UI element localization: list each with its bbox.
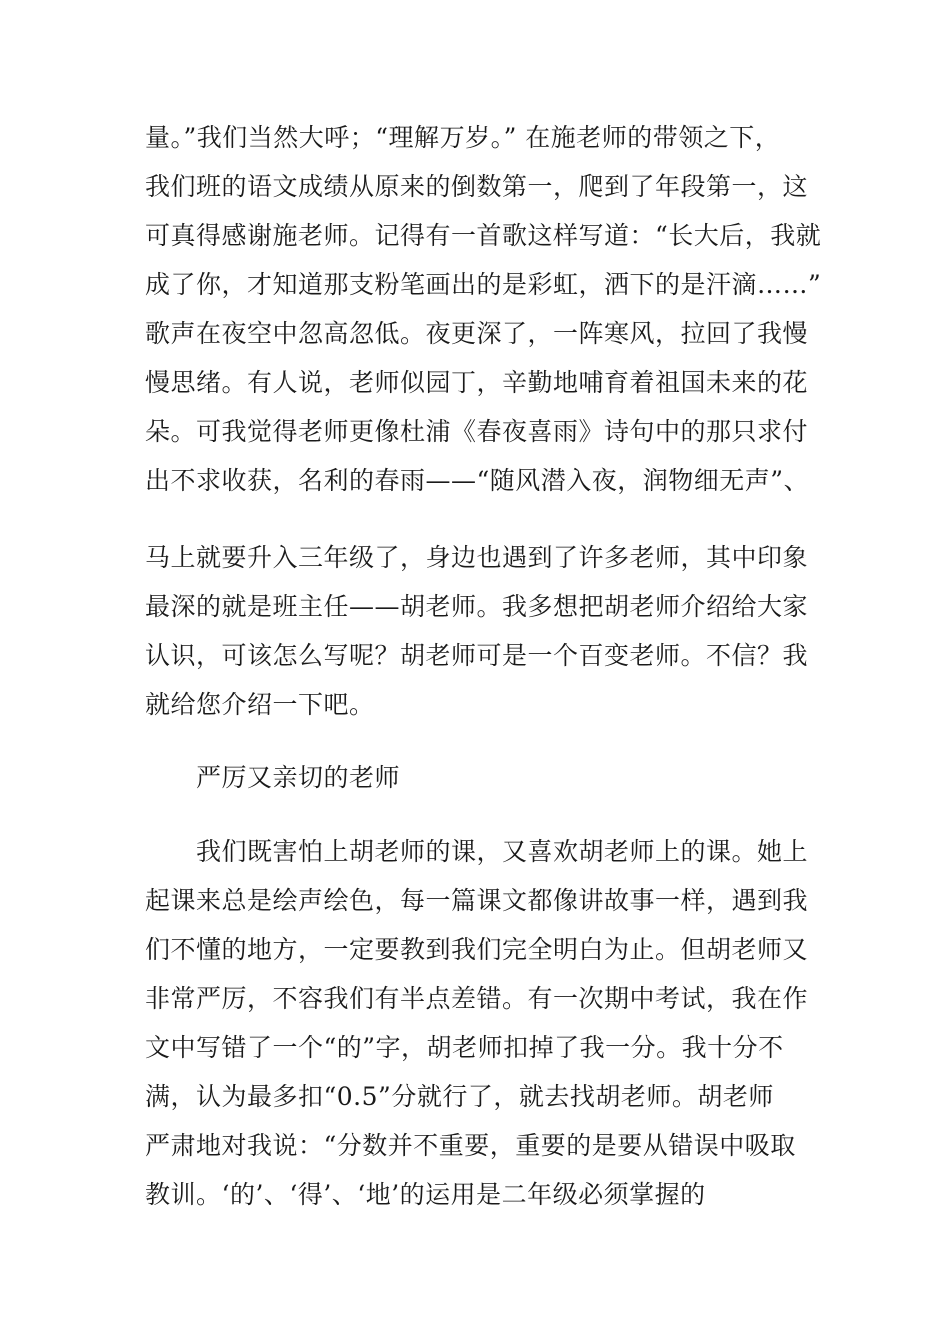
text-line: 朵。可我觉得老师更像杜浦《春夜喜雨》诗句中的那只求付: [145, 417, 809, 446]
text-line: 认识，可该怎么写呢？胡老师可是一个百变老师。不信？我: [145, 641, 809, 670]
text-line: 严肃地对我说：“分数并不重要，重要的是要从错误中吸取: [145, 1131, 796, 1160]
text-line: 文中写错了一个“的”字，胡老师扣掉了我一分。我十分不: [145, 1033, 784, 1062]
text-line: 慢思绪。有人说，老师似园丁，辛勤地哺育着祖国未来的花: [145, 368, 809, 397]
text-line: 教训。‘的’、‘得’、‘地’的运用是二年级必须掌握的: [145, 1180, 706, 1209]
text-line: 歌声在夜空中忽高忽低。夜更深了，一阵寒风，拉回了我慢: [145, 319, 809, 348]
text-line: 量。”我们当然大呼；“理解万岁。” 在施老师的带领之下，: [145, 123, 781, 152]
text-line: 马上就要升入三年级了，身边也遇到了许多老师，其中印象: [145, 543, 809, 572]
text-line: 最深的就是班主任——胡老师。我多想把胡老师介绍给大家: [145, 592, 809, 621]
text-line: 非常严厉，不容我们有半点差错。有一次期中考试，我在作: [145, 984, 809, 1013]
text-line: 就给您介绍一下吧。: [145, 690, 375, 719]
text-line: 成了你，才知道那支粉笔画出的是彩虹，洒下的是汗滴……”: [145, 270, 822, 299]
text-line: 我们班的语文成绩从原来的倒数第一，爬到了年段第一，这: [145, 172, 809, 201]
text-line: 起课来总是绘声绘色，每一篇课文都像讲故事一样，遇到我: [145, 886, 809, 915]
text-line: 们不懂的地方，一定要教到我们完全明白为止。但胡老师又: [145, 935, 809, 964]
text-line: 满，认为最多扣“0.5”分就行了，就去找胡老师。胡老师: [145, 1082, 774, 1111]
text-line: 可真得感谢施老师。记得有一首歌这样写道：“长大后，我就: [145, 221, 822, 250]
text-line: 我们既害怕上胡老师的课，又喜欢胡老师上的课。她上: [196, 837, 809, 866]
text-line: 出不求收获，名利的春雨——“随风潜入夜，润物细无声”、: [145, 466, 810, 495]
section-heading: 严厉又亲切的老师: [196, 763, 401, 792]
